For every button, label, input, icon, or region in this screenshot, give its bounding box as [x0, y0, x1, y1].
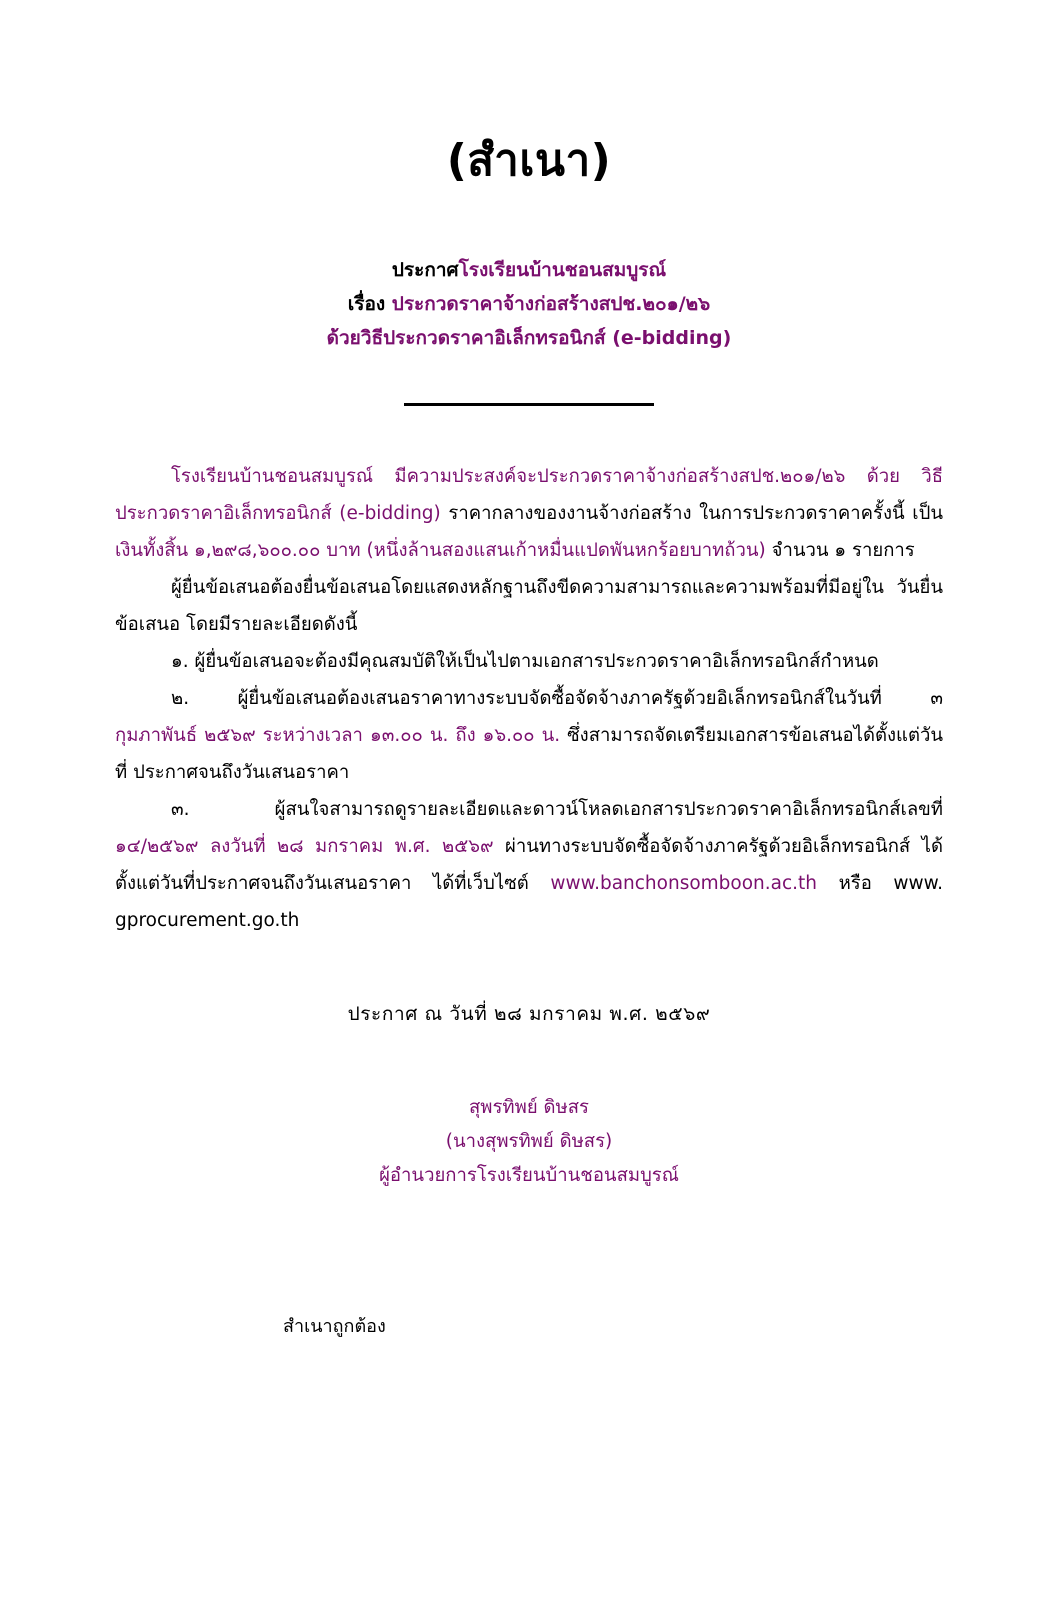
document-page: [0, 125, 1058, 1622]
intro-amount: เงินทั้งสิ้น ๑,๒๙๘,๖๐๐.๐๐ บาท (หนึ่งล้านสองแสนเก้าหมื่นแปดพันหกร้อยบาทถ้วน): [115, 540, 766, 561]
document-body: [115, 458, 943, 939]
website-link-primary[interactable]: www.banchonsomboon.ac.th: [550, 873, 818, 894]
heading-line-3: ด้วยวิธีประกวดราคาอิเล็กทรอนิกส์ (e-bidding): [326, 327, 732, 349]
certified-copy-note: สำเนาถูกต้อง: [283, 1316, 386, 1337]
item-3-text-c: ผ่านทางระบบจัดซื้อจัดจ้างภาครัฐด้วยอิเล็กทรอนิกส์ ได้: [493, 836, 943, 857]
heading-line-1: [115, 253, 943, 287]
heading-organization: โรงเรียนบ้านชอนสมบูรณ์: [458, 259, 667, 281]
paragraph-evidence: [115, 569, 943, 643]
item-3-document-number: ๑๔/๒๕๖๙ ลงวันที่ ๒๘ มกราคม พ.ศ. ๒๕๖๙: [115, 836, 494, 857]
website-link-secondary[interactable]: gprocurement.go.th: [115, 910, 300, 931]
item-3-text-e: หรือ www.: [817, 873, 943, 894]
heading-line-2: [115, 287, 943, 321]
item-3-text-a: ๓. ผู้สนใจสามารถดูรายละเอียดและดาวน์โหลดเอกสารประกวดราคาอิเล็กทรอนิกส์เลขที่: [171, 799, 943, 820]
page-title: (สำเนา): [446, 135, 612, 186]
heading-subject: ประกวดราคาจ้างก่อสร้างสปช.๒๐๑/๒๖: [391, 293, 711, 315]
paragraph-item-2: [115, 680, 943, 791]
evidence-text-2: วันยื่นข้อเสนอ โดยมีรายละเอียดดังนี้: [115, 577, 943, 635]
item-2-datetime: กุมภาพันธ์ ๒๕๖๙ ระหว่างเวลา ๑๓.๐๐ น. ถึง ๑๖.๐๐ น.: [115, 725, 561, 746]
paragraph-item-3: [115, 791, 943, 939]
paragraph-item-1: [115, 643, 943, 680]
intro-text-3: ราคากลางของงานจ้างก่อสร้าง ในการประกวดราคาครั้งนี้ เป็น: [440, 503, 943, 524]
item-2-text-d: ประกาศจนถึงวันเสนอราคา: [133, 762, 350, 783]
signature-name-parenthetical: (นางสุพรทิพย์ ดิษสร): [445, 1131, 613, 1152]
intro-text-2: วิธีประกวดราคาอิเล็กทรอนิกส์ (e-bidding): [115, 466, 943, 524]
intro-text-1: โรงเรียนบ้านชอนสมบูรณ์ มีความประสงค์จะประกวดราคาจ้างก่อสร้างสปช.๒๐๑/๒๖ ด้วย: [171, 466, 900, 487]
paragraph-intro: [115, 458, 943, 569]
signature-position: ผู้อำนวยการโรงเรียนบ้านชอนสมบูรณ์: [379, 1165, 679, 1186]
announcement-date: ประกาศ ณ วันที่ ๒๘ มกราคม พ.ศ. ๒๕๖๙: [347, 1003, 711, 1025]
item-2-text-c: ซึ่งสามารถจัดเตรียมเอกสารข้อเสนอได้ตั้งแต่วันที่: [115, 725, 943, 783]
heading-subject-prefix: เรื่อง: [347, 293, 392, 315]
horizontal-divider: [404, 403, 654, 406]
heading-prefix: ประกาศ: [391, 259, 459, 281]
evidence-text-1: ผู้ยื่นข้อเสนอต้องยื่นข้อเสนอโดยแสดงหลักฐานถึงขีดความสามารถและความพร้อมที่มีอยู่ใน: [171, 577, 884, 598]
announcement-heading: [115, 253, 943, 355]
item-2-text-a: ๒. ผู้ยื่นข้อเสนอต้องเสนอราคาทางระบบจัดซื้อจัดจ้างภาครัฐด้วยอิเล็กทรอนิกส์ในวันที่ ๓: [171, 688, 943, 709]
signature-name: สุพรทิพย์ ดิษสร: [469, 1097, 589, 1118]
item-3-text-d: ตั้งแต่วันที่ประกาศจนถึงวันเสนอราคา ได้ที่เว็บไซต์: [115, 873, 551, 894]
intro-text-5: จำนวน ๑ รายการ: [765, 540, 915, 561]
signature-block: [115, 1091, 943, 1193]
item-1-text: ๑. ผู้ยื่นข้อเสนอจะต้องมีคุณสมบัติให้เป็นไปตามเอกสารประกวดราคาอิเล็กทรอนิกส์กำหนด: [171, 651, 879, 672]
